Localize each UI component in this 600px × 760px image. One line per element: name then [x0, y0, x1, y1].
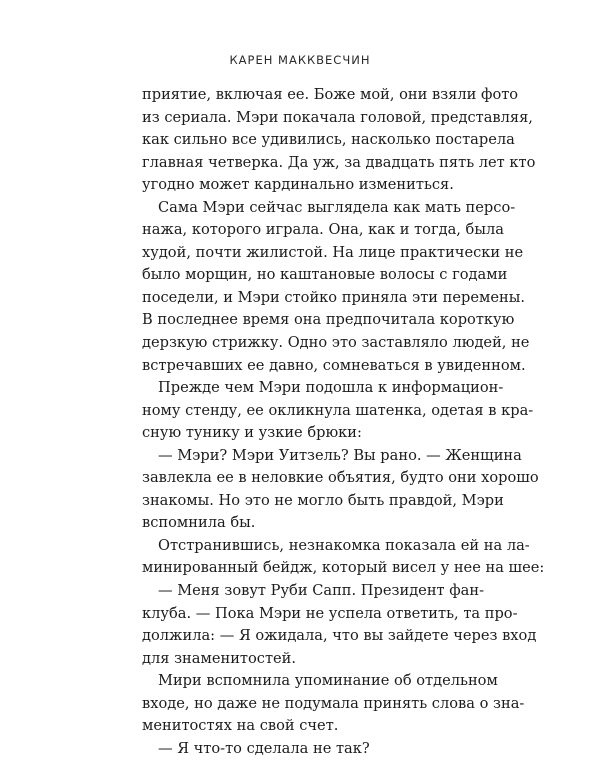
text-line: В последнее время она предпочитала короткую [142, 311, 515, 329]
text-line: — Меня зовут Руби Сапп. Президент фан- [158, 582, 485, 600]
text-line: приятие, включая ее. Боже мой, они взяли фото [142, 86, 519, 103]
text-line: завлекла ее в неловкие объятия, будто они хорошо [142, 469, 539, 487]
text-line: — Мэри? Мэри Уитзель? Вы рано. — Женщина [158, 446, 522, 464]
text-line: вспомнила бы. [142, 514, 256, 532]
text-line: для знаменитостей. [142, 649, 297, 667]
text-line: Прежде чем Мэри подошла к информацион- [158, 379, 504, 397]
text-line: входе, но даже не подумала принять слова о зна- [142, 694, 525, 712]
text-line: худой, почти жилистой. На лице практически не [142, 243, 524, 261]
text-line: минированный бейдж, который висел у нее на шее: [142, 559, 545, 577]
text-line: знакомы. Но это не могло быть правдой, Мэри [142, 491, 504, 509]
text-line: поседели, и Мэри стойко приняла эти перемены. [142, 288, 525, 306]
text-line: дерзкую стрижку. Одно это заставляло людей, не [142, 334, 530, 352]
text-line: встречавших ее давно, сомневаться в увиденном. [142, 356, 526, 374]
text-line: клуба. — Пока Мэри не успела ответить, та про- [142, 604, 518, 622]
body-text [142, 84, 545, 760]
text-line: Отстранившись, незнакомка показала ей на ла- [158, 536, 530, 554]
text-line: было морщин, но каштановые волосы с годами [142, 266, 508, 284]
text-line: сную тунику и узкие брюки: [142, 424, 362, 442]
text-line: угодно может кардинально измениться. [142, 176, 454, 194]
text-line: ному стенду, ее окликнула шатенка, одетая в кра- [142, 401, 534, 419]
text-line: Сама Мэри сейчас выглядела как мать персо- [158, 198, 516, 216]
text-line: должила: — Я ожидала, что вы зайдете через вход [142, 627, 537, 645]
text-line: как сильно все удивились, насколько постарела [142, 131, 515, 149]
text-line: менитостях на свой счет. [142, 717, 339, 735]
text-line: нажа, которого играла. Она, как и тогда, была [142, 221, 504, 239]
running-head: КАРЕН МАККВЕСЧИН [229, 53, 371, 67]
text-line: главная четверка. Да уж, за двадцать пять лет кто [142, 153, 536, 171]
text-line: Мири вспомнила упоминание об отдельном [158, 672, 498, 690]
text-line: из сериала. Мэри покачала головой, представляя, [142, 108, 533, 126]
text-line: — Я что-то сделала не так? [158, 739, 370, 757]
